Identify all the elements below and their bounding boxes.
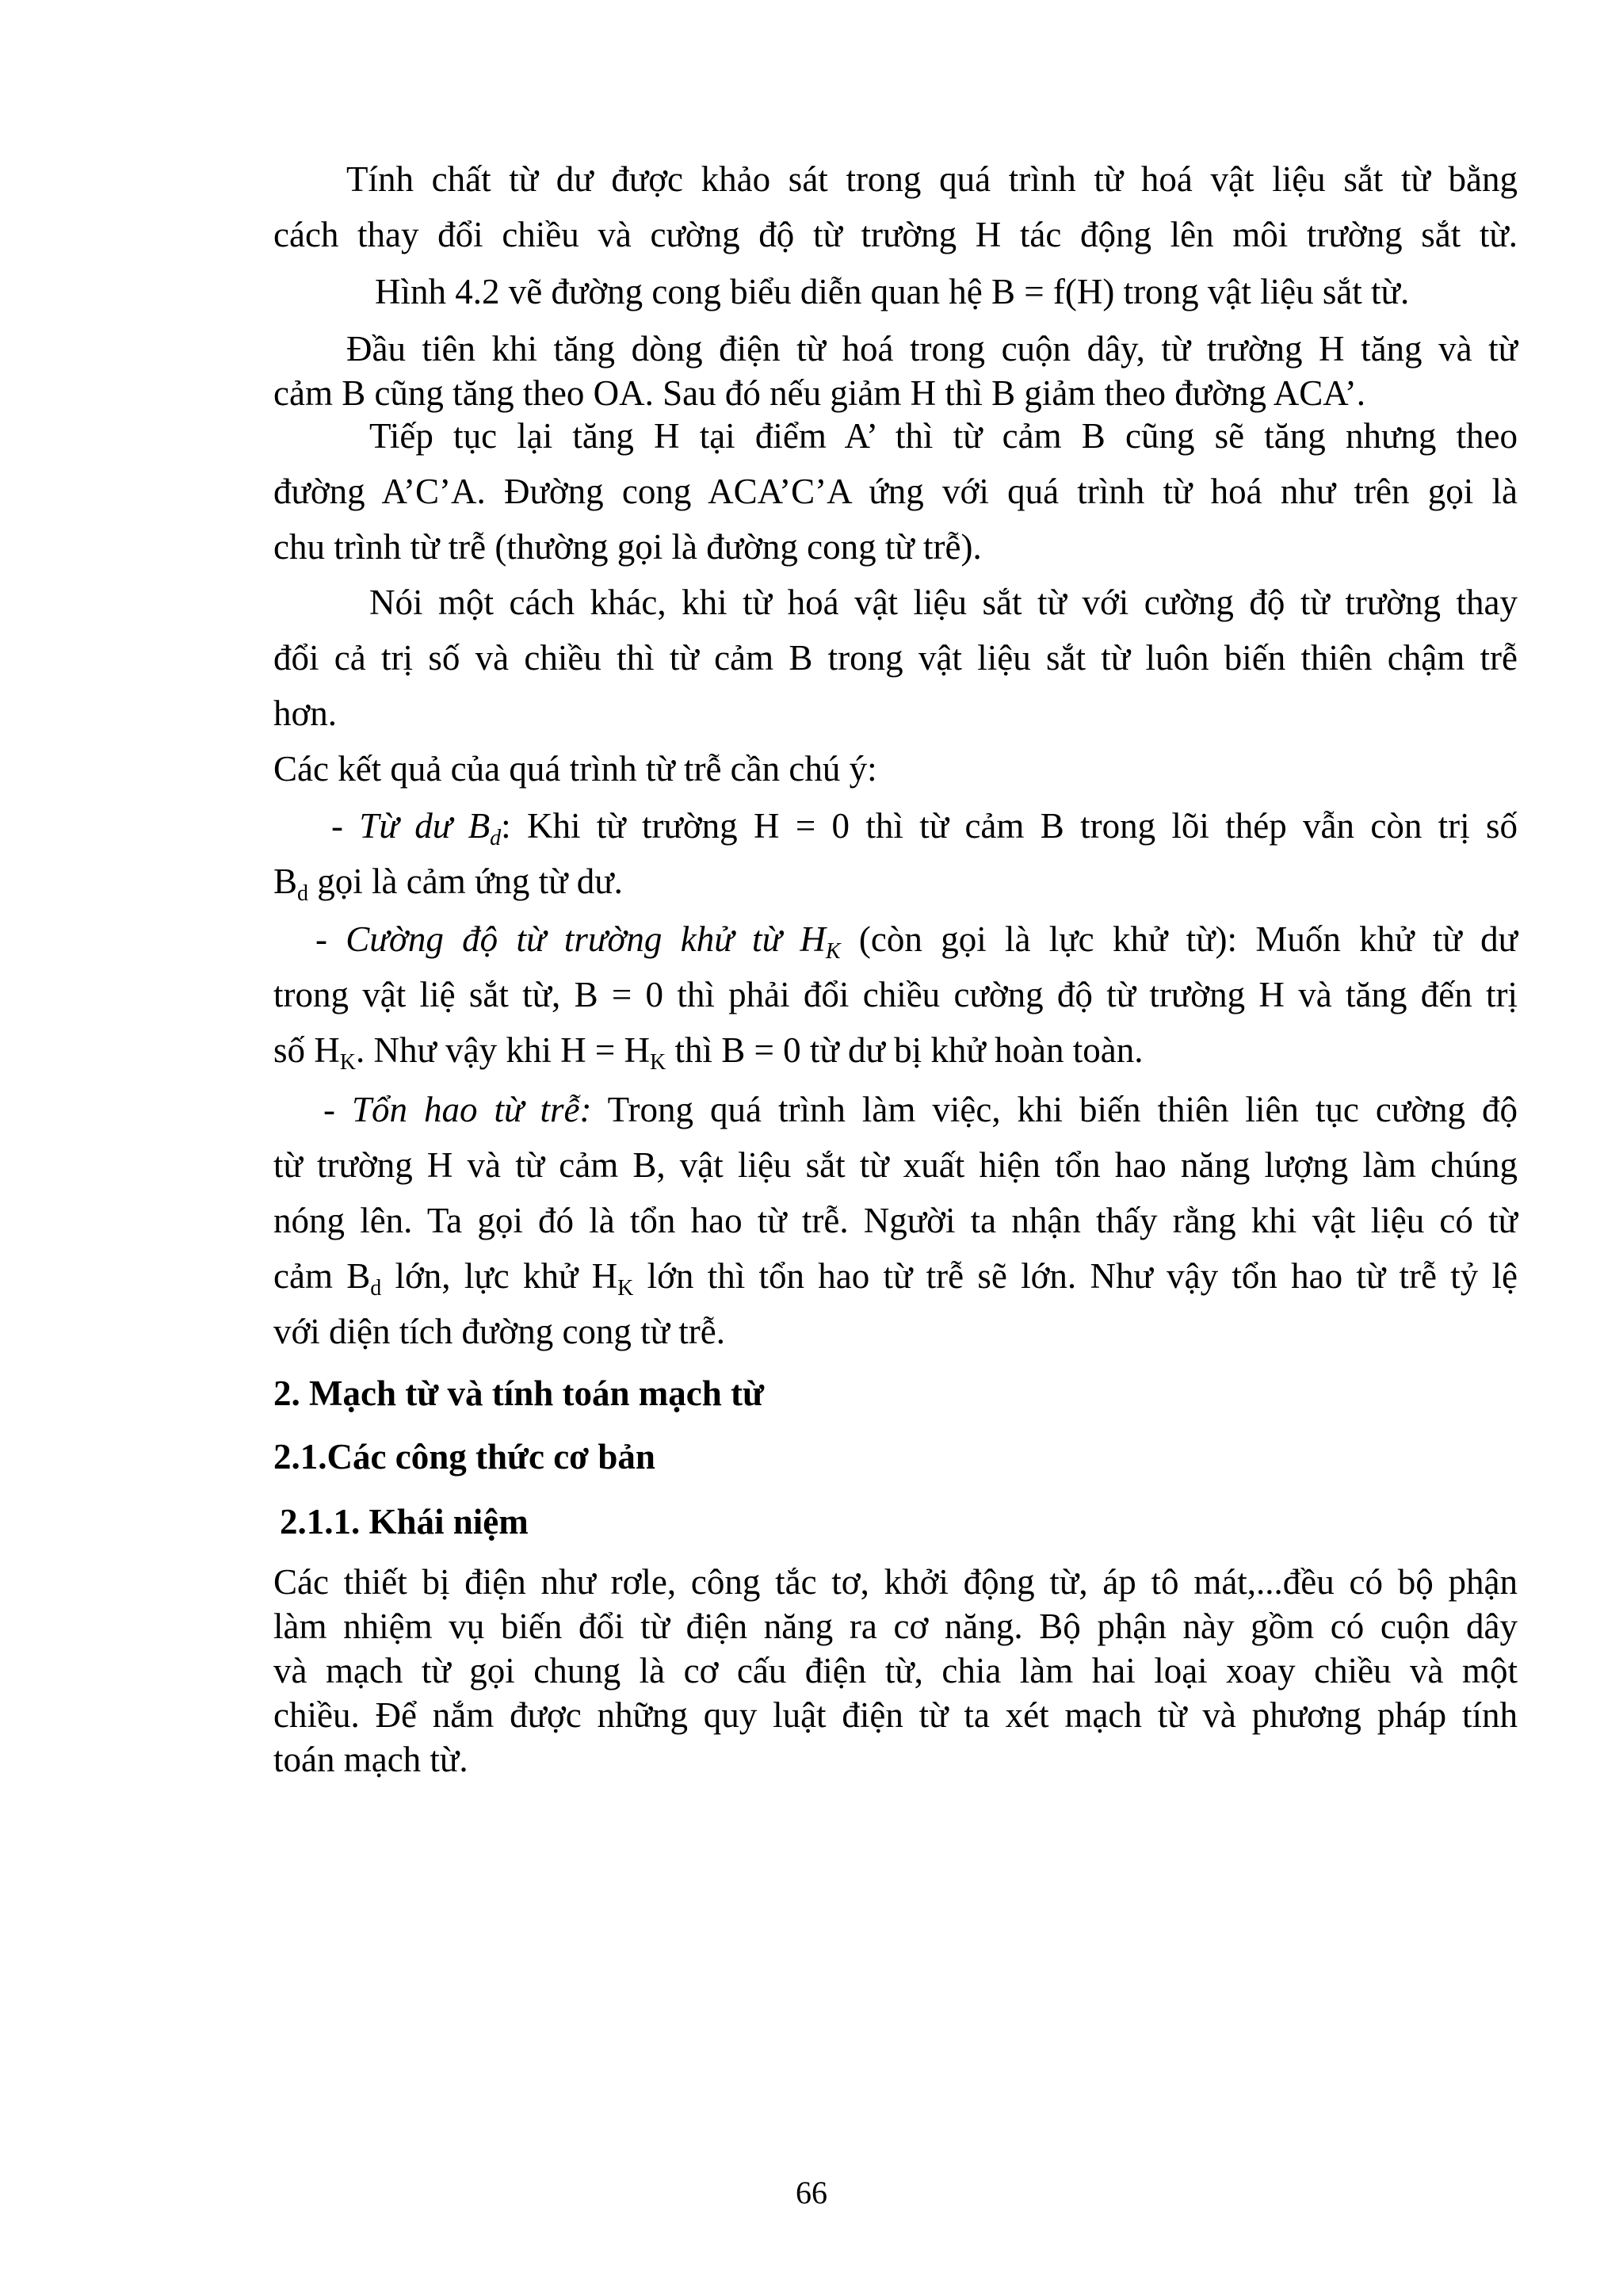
paragraph-line: cảm $B_d$ lớn, lực khử $H_K$ lớn thì tổn hao từ trễ sẽ lớn. Như vậy tổn hao từ trễ tỷ lệ — [273, 1256, 1518, 1301]
paragraph-line: Nói một cách khác, khi từ hoá vật liệu sắt từ với cường độ từ trường thay — [369, 583, 1518, 622]
paragraph-line: chiều. Để nắm được những quy luật điện từ ta xét mạch từ và phương pháp tính — [273, 1695, 1518, 1735]
paragraph-line: đường A’C’A. Đường cong ACA’C’A ứng với quá trình từ hoá như trên gọi là — [273, 472, 1518, 511]
paragraph-line: Tiếp tục lại tăng H tại điểm A’ thì từ cảm B cũng sẽ tăng nhưng theo — [369, 416, 1518, 456]
paragraph-line: với diện tích đường cong từ trễ. — [273, 1312, 726, 1351]
paragraph-line: từ trường H và từ cảm B, vật liệu sắt từ xuất hiện tổn hao năng lượng làm chúng — [273, 1145, 1518, 1185]
subsection-heading: 2.1.Các công thức cơ bản — [273, 1437, 655, 1477]
bullet-term: Tổn hao từ trễ: — [351, 1090, 592, 1129]
paragraph-line: cách thay đổi chiều và cường độ từ trường H tác động lên môi trường sắt từ. — [273, 215, 1518, 254]
paragraph-line: nóng lên. Ta gọi đó là tổn hao từ trễ. Người ta nhận thấy rằng khi vật liệu có từ — [273, 1201, 1518, 1240]
paragraph-line: Các kết quả của quá trình từ trễ cần chú ý: — [273, 749, 877, 789]
bullet-residual-magnetism: - Từ dư $B_d$: Khi từ trường H = 0 thì từ cảm B trong lõi thép vẫn còn trị số — [331, 806, 1518, 850]
paragraph-line: đổi cả trị số và chiều thì từ cảm B trong vật liệu sắt từ luôn biến thiên chậm trễ — [273, 638, 1518, 678]
paragraph-line: làm nhiệm vụ biến đổi từ điện năng ra cơ năng. Bộ phận này gồm có cuộn dây — [273, 1606, 1518, 1646]
page-number: 66 — [796, 2175, 827, 2210]
bullet-hysteresis-loss: - Tổn hao từ trễ: Trong quá trình làm việc, khi biến thiên liên tục cường độ — [323, 1090, 1518, 1129]
paragraph-line: Các thiết bị điện như rơle, công tắc tơ, khởi động từ, áp tô mát,...đều có bộ phận — [273, 1562, 1518, 1602]
bullet-term: Cường độ từ trường khử từ $H_K$ — [346, 919, 841, 964]
paragraph-line: chu trình từ trễ (thường gọi là đường cong từ trễ). — [273, 527, 982, 567]
paragraph-line: trong vật liệ sắt từ, B = 0 thì phải đổi chiều cường độ từ trường H và tăng đến trị — [273, 975, 1518, 1014]
bullet-coercive-force: - Cường độ từ trường khử từ $H_K$ (còn gọi là lực khử từ): Muốn khử từ dư — [315, 919, 1518, 964]
paragraph-line: Tính chất từ dư được khảo sát trong quá trình từ hoá vật liệu sắt từ bằng — [346, 159, 1518, 199]
paragraph-line: và mạch từ gọi chung là cơ cấu điện từ, chia làm hai loại xoay chiều và một — [273, 1651, 1518, 1690]
paragraph-line: $B_d$ gọi là cảm ứng từ dư. — [273, 861, 623, 906]
section-heading: 2. Mạch từ và tính toán mạch từ — [273, 1373, 764, 1413]
paragraph-line: toán mạch từ. — [273, 1740, 468, 1779]
paragraph-line: Hình 4.2 vẽ đường cong biểu diễn quan hệ B = f(H) trong vật liệu sắt từ. — [375, 272, 1410, 311]
paragraph-line: cảm B cũng tăng theo OA. Sau đó nếu giảm H thì B giảm theo đường ACA’. — [273, 373, 1366, 413]
subsubsection-heading: 2.1.1. Khái niệm — [280, 1502, 529, 1541]
bullet-term: Từ dư $B_d$ — [359, 806, 502, 850]
paragraph-line: Đầu tiên khi tăng dòng điện từ hoá trong cuộn dây, từ trường H tăng và từ — [346, 329, 1518, 369]
paragraph-line: số $H_K$. Như vậy khi $H = H_K$ thì B = 0 từ dư bị khử hoàn toàn. — [273, 1030, 1144, 1075]
paragraph-line: hơn. — [273, 693, 338, 733]
